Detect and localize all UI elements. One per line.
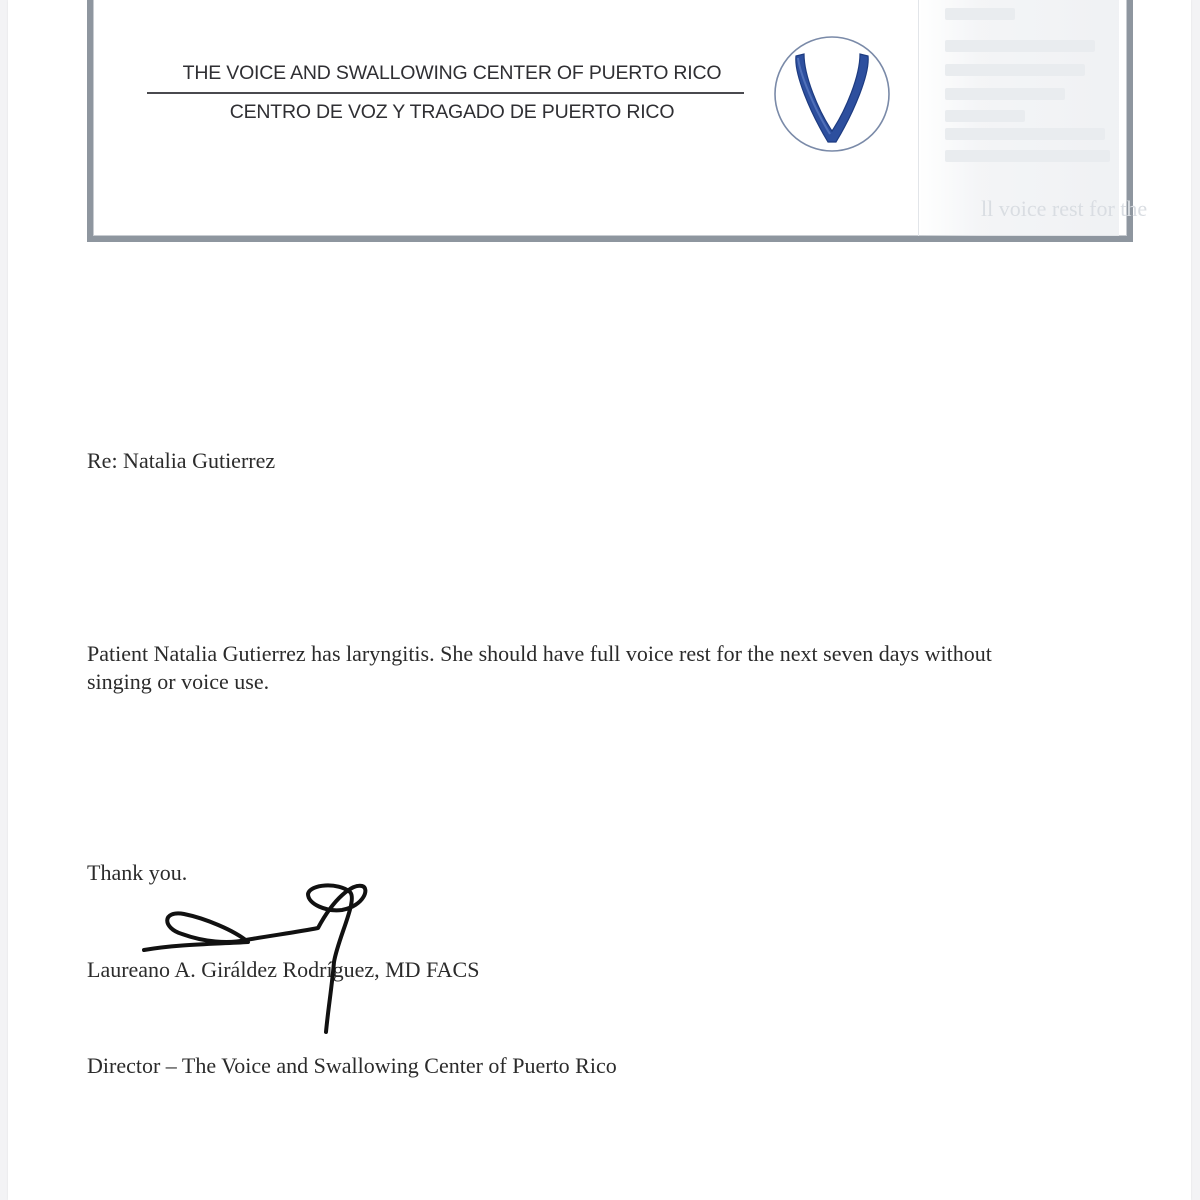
letter-page: [8, 0, 1191, 1200]
ghost-mark: [945, 150, 1110, 162]
bleed-through-text: ll voice rest for the: [981, 196, 1148, 221]
divider: [147, 92, 744, 94]
letterhead: [93, 0, 1148, 236]
re-line: Re: Natalia Gutierrez: [87, 448, 276, 473]
ghost-mark: [945, 8, 1015, 20]
handwritten-signature-icon: [138, 878, 378, 1038]
v-logo-icon: [772, 34, 892, 154]
ghost-mark: [945, 88, 1065, 100]
ghost-mark: [945, 40, 1095, 52]
org-name-english: THE VOICE AND SWALLOWING CENTER OF PUERTO RICO: [182, 62, 722, 84]
org-name-spanish: CENTRO DE VOZ Y TRAGADO DE PUERTO RICO: [229, 101, 675, 123]
ghost-mark: [945, 110, 1025, 122]
bleed-through-area: [918, 0, 1148, 236]
ghost-mark: [945, 128, 1105, 140]
body-line-1: Patient Natalia Gutierrez has laryngitis. She should have full voice rest for the next seven days without: [87, 641, 992, 666]
closing: Thank you.: [87, 860, 188, 885]
signer-title: Director – The Voice and Swallowing Center of Puerto Rico: [87, 1053, 617, 1078]
body-line-2: singing or voice use.: [87, 669, 270, 694]
signer-name: Laureano A. Giráldez Rodríguez, MD FACS: [87, 957, 480, 982]
letterhead-frame: [87, 0, 1148, 242]
ghost-mark: [945, 64, 1085, 76]
